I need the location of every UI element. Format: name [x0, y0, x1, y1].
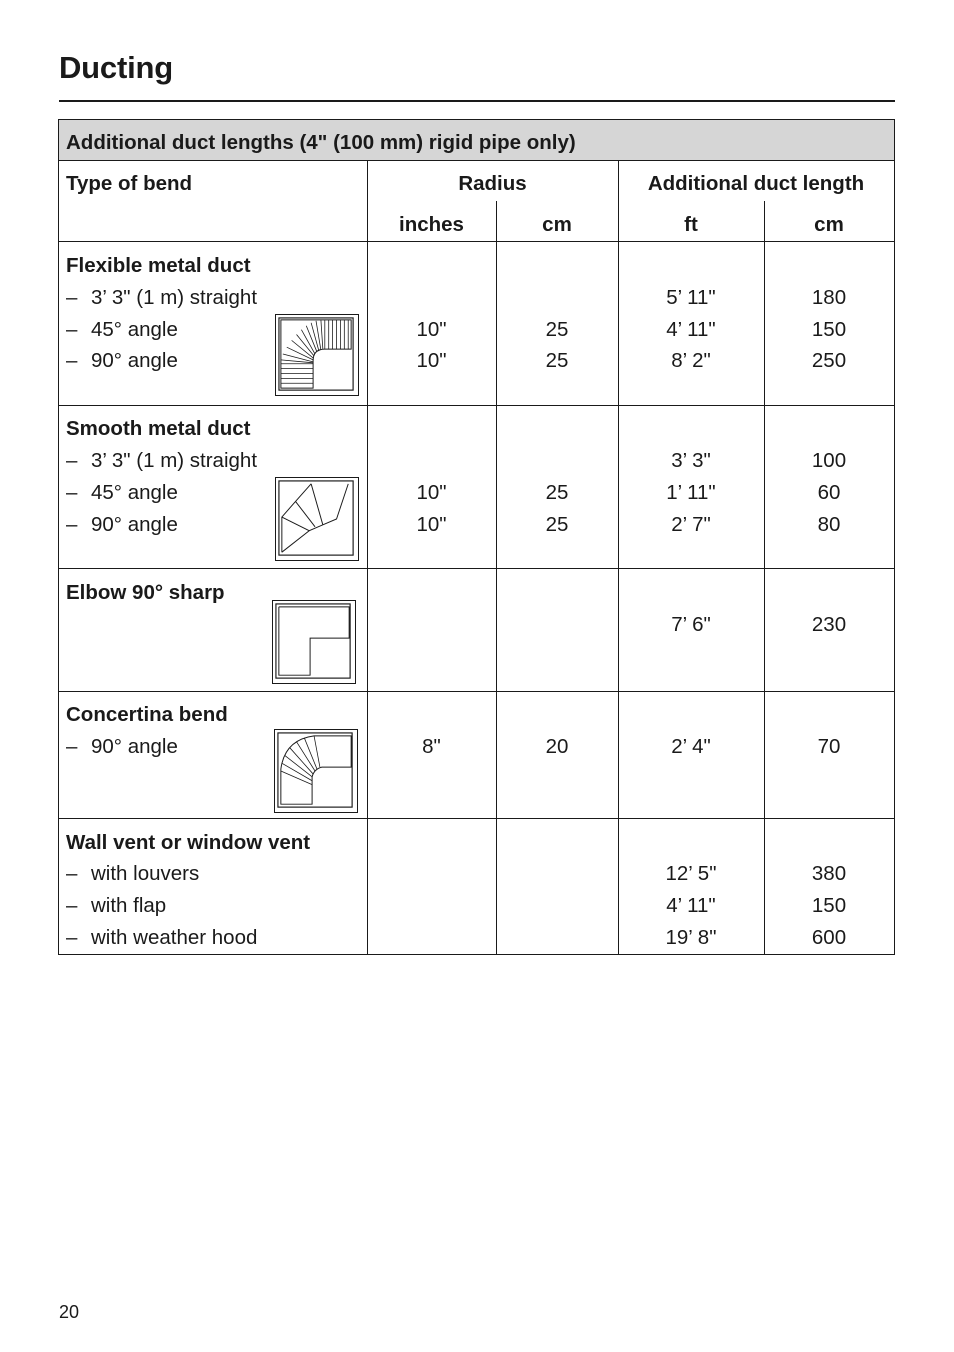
list-item: – 3’ 3" (1 m) straight — [66, 286, 258, 309]
length-cm-value: 180 — [811, 286, 847, 309]
page-title: Ducting — [59, 50, 173, 85]
radius-cm-value: 25 — [545, 481, 569, 504]
length-ft-value: 19’ 8" — [665, 926, 717, 949]
row-divider — [59, 818, 894, 819]
list-item: – 3’ 3" (1 m) straight — [66, 449, 258, 472]
length-cm-value: 150 — [811, 894, 847, 917]
radius-inches-value: 10" — [416, 349, 447, 372]
title-divider — [59, 100, 895, 102]
list-item: – 45° angle — [66, 318, 178, 341]
length-cm-value: 380 — [811, 862, 847, 885]
row-divider — [59, 691, 894, 692]
page-number: 20 — [59, 1302, 80, 1322]
length-ft-value: 5’ 11" — [666, 286, 716, 309]
list-item: – with flap — [66, 894, 167, 917]
header-radius: Radius — [458, 172, 527, 195]
length-ft-value: 2’ 4" — [671, 735, 711, 758]
row-divider — [59, 568, 894, 569]
length-cm-value: 250 — [811, 349, 847, 372]
column-divider — [764, 201, 765, 954]
length-ft-value: 4’ 11" — [666, 894, 716, 917]
concertina-bend-icon — [274, 729, 358, 813]
length-cm-value: 150 — [811, 318, 847, 341]
header-length-cm: cm — [814, 213, 844, 236]
length-cm-value: 600 — [811, 926, 847, 949]
length-ft-value: 7’ 6" — [671, 613, 711, 636]
table-caption-text: Additional duct lengths (4" (100 mm) rigid pipe only) — [66, 131, 576, 154]
radius-cm-value: 25 — [545, 349, 569, 372]
header-length-ft: ft — [684, 213, 698, 236]
duct-length-table — [58, 119, 895, 955]
length-cm-value: 230 — [811, 613, 847, 636]
header-type-of-bend: Type of bend — [66, 172, 193, 195]
flexible-duct-bend-icon — [275, 314, 359, 396]
list-item: – 90° angle — [66, 735, 178, 758]
radius-inches-value: 10" — [416, 318, 447, 341]
radius-inches-value: 10" — [416, 513, 447, 536]
header-additional-length: Additional duct length — [647, 172, 865, 195]
list-item: – 90° angle — [66, 349, 178, 372]
length-cm-value: 100 — [811, 449, 847, 472]
length-ft-value: 12’ 5" — [665, 862, 717, 885]
sharp-elbow-icon — [272, 600, 356, 684]
radius-cm-value: 25 — [545, 513, 569, 536]
header-divider — [59, 241, 894, 242]
length-cm-value: 70 — [817, 735, 841, 758]
header-radius-cm: cm — [542, 213, 572, 236]
radius-cm-value: 25 — [545, 318, 569, 341]
header-radius-inches: inches — [399, 213, 464, 236]
section-title-flexible: Flexible metal duct — [66, 254, 251, 277]
section-title-elbow: Elbow 90° sharp — [66, 581, 225, 604]
column-divider — [496, 201, 497, 954]
list-item: – 45° angle — [66, 481, 178, 504]
table-caption — [59, 120, 894, 161]
column-divider — [618, 161, 619, 954]
length-ft-value: 8’ 2" — [671, 349, 711, 372]
section-title-smooth: Smooth metal duct — [66, 417, 251, 440]
length-cm-value: 60 — [817, 481, 841, 504]
section-title-wall-vent: Wall vent or window vent — [66, 831, 311, 854]
length-ft-value: 4’ 11" — [666, 318, 716, 341]
length-ft-value: 2’ 7" — [671, 513, 711, 536]
column-divider — [367, 161, 368, 954]
list-item: – with weather hood — [66, 926, 258, 949]
row-divider — [59, 405, 894, 406]
radius-cm-value: 20 — [545, 735, 569, 758]
length-cm-value: 80 — [817, 513, 841, 536]
list-item: – with louvers — [66, 862, 200, 885]
length-ft-value: 3’ 3" — [671, 449, 711, 472]
section-title-concertina: Concertina bend — [66, 703, 228, 726]
radius-inches-value: 10" — [416, 481, 447, 504]
list-item: – 90° angle — [66, 513, 178, 536]
radius-inches-value: 8" — [422, 735, 441, 758]
smooth-duct-bend-icon — [275, 477, 359, 561]
length-ft-value: 1’ 11" — [666, 481, 716, 504]
